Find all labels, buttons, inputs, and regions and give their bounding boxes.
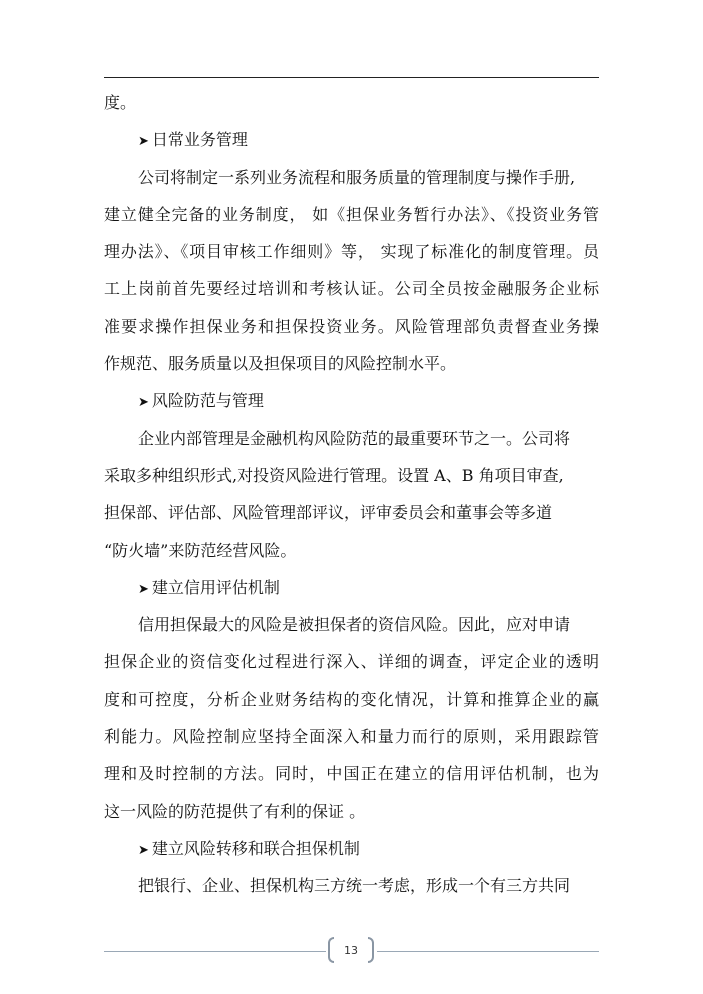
text-line: 作规范、服务质量以及担保项目的风险控制水平。	[104, 354, 457, 374]
section-heading	[104, 569, 599, 606]
section-heading	[104, 830, 599, 867]
bullet-arrow-icon: ➤	[138, 581, 149, 597]
text-line: 这一风险的防范提供了有利的保证 。	[104, 801, 366, 821]
section-heading	[104, 382, 599, 419]
section-heading-label: 日常业务管理	[151, 130, 248, 150]
section-heading-label: 建立信用评估机制	[151, 577, 280, 597]
text-line: 工上岗前首先要经过培训和考核认证。公司全员按金融服务企业标	[104, 279, 599, 299]
text-line: 信用担保最大的风险是被担保者的资信风险。因此，应对申请	[138, 615, 571, 635]
text-line: 企业内部管理是金融机构风险防范的最重要环节之一。公司将	[138, 428, 571, 448]
text-line: 理和及时控制的方法。同时，中国正在建立的信用评估机制，也为	[104, 764, 599, 784]
header-rule	[104, 77, 599, 78]
text-line: 准要求操作担保业务和担保投资业务。风险管理部负责督查业务操	[104, 316, 599, 336]
section-heading-label: 建立风险转移和联合担保机制	[151, 838, 360, 858]
footer-rule-left	[104, 951, 326, 952]
section-heading	[104, 121, 599, 158]
text-line: 建立健全完备的业务制度， 如《担保业务暂行办法》、《投资业务管	[104, 204, 599, 224]
page-number: 13	[344, 944, 358, 957]
document-body	[104, 84, 599, 905]
bullet-arrow-icon: ➤	[138, 134, 149, 150]
footer-rule-right	[377, 951, 599, 952]
text-line: 公司将制定一系列业务流程和服务质量的管理制度与操作手册,	[138, 167, 576, 187]
text-line: 度。	[104, 93, 137, 112]
text-line: 度和可控度，分析企业财务结构的变化情况，计算和推算企业的赢	[104, 689, 599, 709]
text-line: “防火墙”来防范经营风险。	[104, 540, 297, 560]
text-line: 理办法》、《项目审核工作细则》等， 实现了标准化的制度管理。员	[104, 242, 599, 262]
text-line: 担保企业的资信变化过程进行深入、详细的调查，评定企业的透明	[104, 652, 599, 672]
text-line: 担保部、评估部、风险管理部评议，评审委员会和董事会等多道	[104, 503, 553, 523]
text-line: 采取多种组织形式,对投资风险进行管理。设置 A、B 角项目审查,	[104, 465, 564, 485]
section-heading-label: 风险防范与管理	[151, 391, 264, 411]
bullet-arrow-icon: ➤	[138, 395, 149, 411]
text-line: 利能力。风险控制应坚持全面深入和量力而行的原则，采用跟踪管	[104, 727, 599, 747]
text-line: 把银行、企业、担保机构三方统一考虑，形成一个有三方共同	[138, 876, 571, 896]
bullet-arrow-icon: ➤	[138, 842, 149, 858]
